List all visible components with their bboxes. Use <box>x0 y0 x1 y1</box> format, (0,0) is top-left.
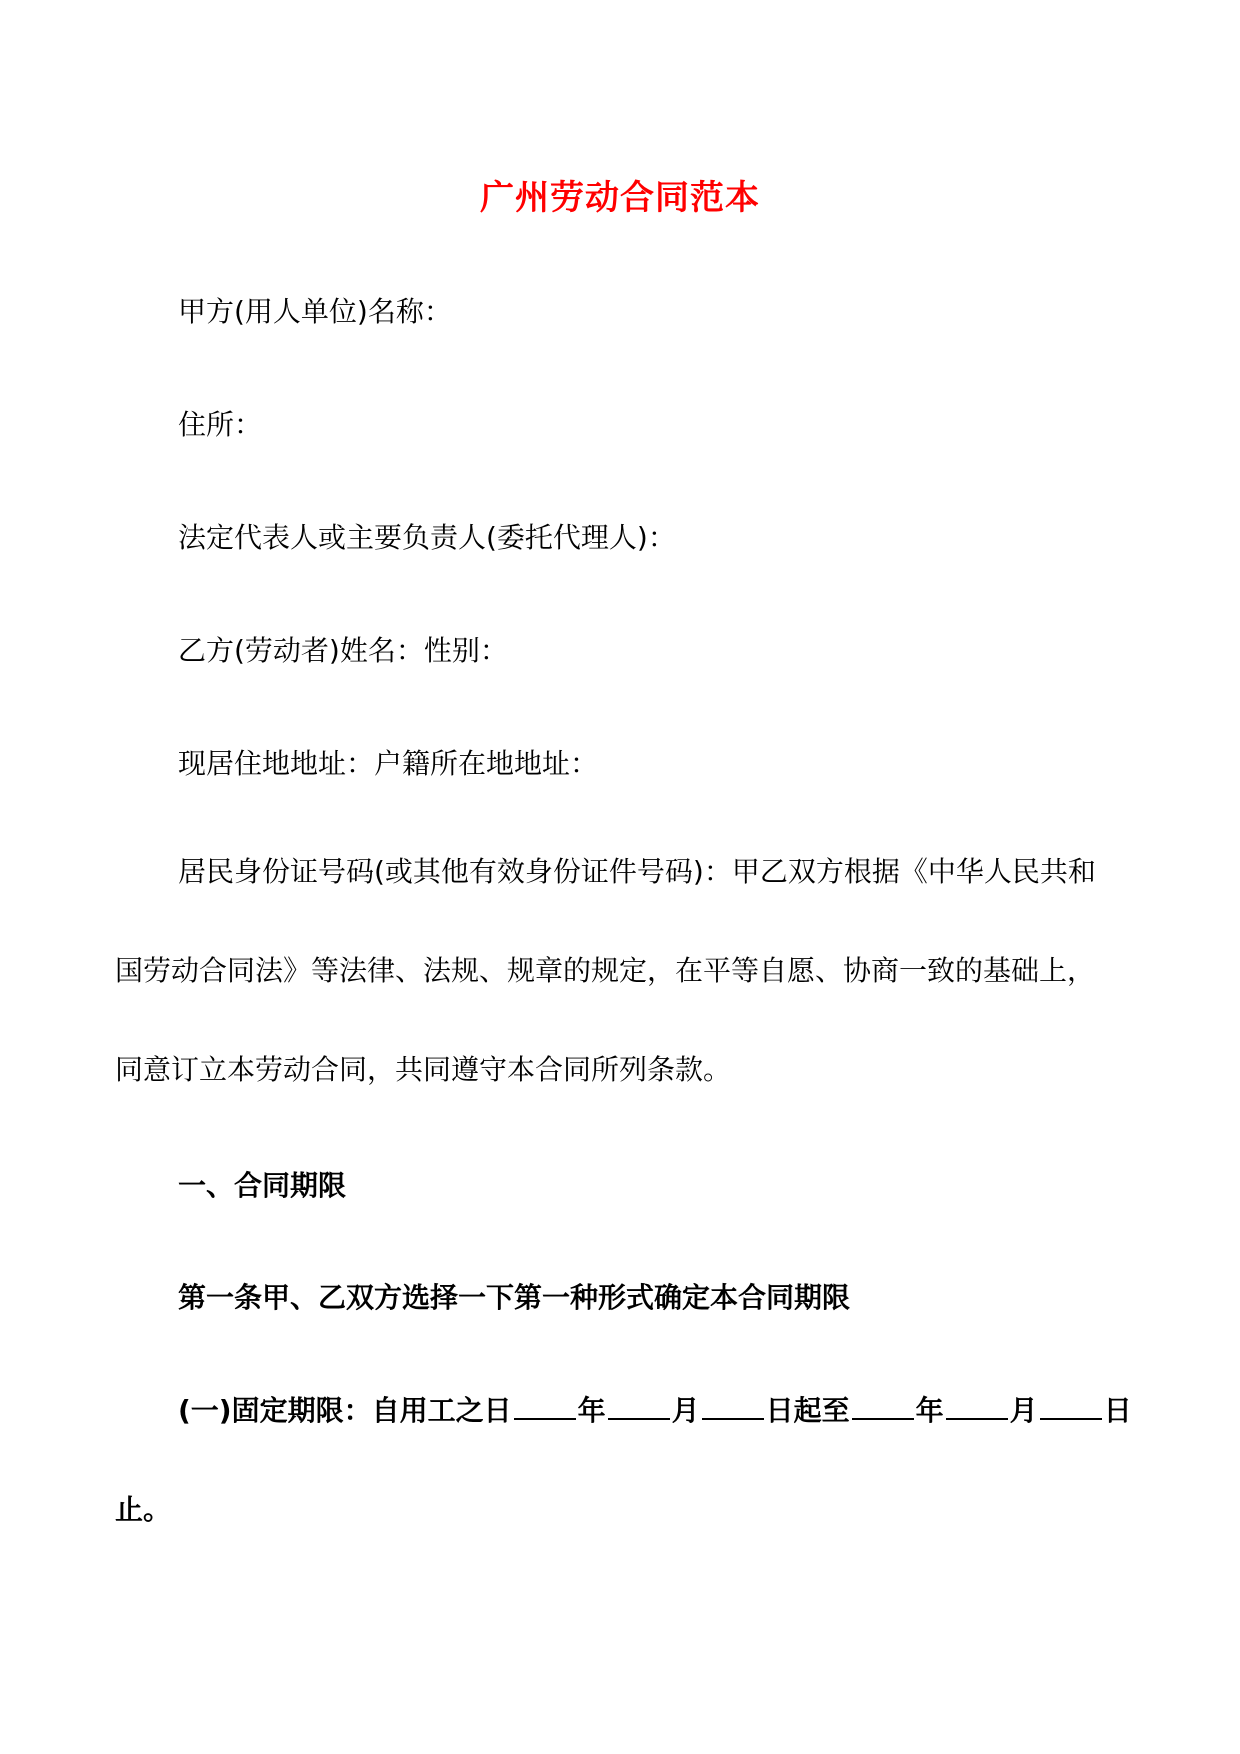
party-a-name-field: 甲方(用人单位)名称： <box>178 295 452 328</box>
fixed-term-clause <box>178 1389 1178 1429</box>
month-label: 月 <box>671 1394 700 1427</box>
document-title: 广州劳动合同范本 <box>480 178 760 218</box>
blank-line <box>946 1394 1008 1420</box>
year-label: 年 <box>915 1394 944 1427</box>
blank-line <box>514 1394 576 1420</box>
address-field: 住所： <box>178 408 263 441</box>
day-start-label: 日起至 <box>765 1394 850 1427</box>
day-end-label: 日 <box>1103 1394 1132 1427</box>
intro-paragraph: 居民身份证号码(或其他有效身份证件号码)：甲乙双方根据《中华人民共和国劳动合同法》等法律、法规、规章的规定，在平等自愿、协商一致的基础上，同意订立本劳动合同，共同遵守本合同所列条款。 <box>115 855 1096 1086</box>
article-1: 第一条甲、乙双方选择一下第一种形式确定本合同期限 <box>178 1281 851 1314</box>
residence-field: 现居住地地址：户籍所在地地址： <box>178 747 599 780</box>
blank-line <box>702 1394 764 1420</box>
fixed-term-tail: 止。 <box>115 1493 172 1526</box>
blank-line <box>852 1394 914 1420</box>
year-label: 年 <box>577 1394 606 1427</box>
blank-line <box>608 1394 670 1420</box>
month-label: 月 <box>1009 1394 1038 1427</box>
blank-line <box>1040 1394 1102 1420</box>
fixed-term-prefix: (一)固定期限：自用工之日 <box>178 1394 512 1427</box>
legal-representative-field: 法定代表人或主要负责人(委托代理人)： <box>178 521 676 554</box>
party-b-field: 乙方(劳动者)姓名：性别： <box>178 634 508 667</box>
section-heading: 一、合同期限 <box>178 1169 347 1202</box>
